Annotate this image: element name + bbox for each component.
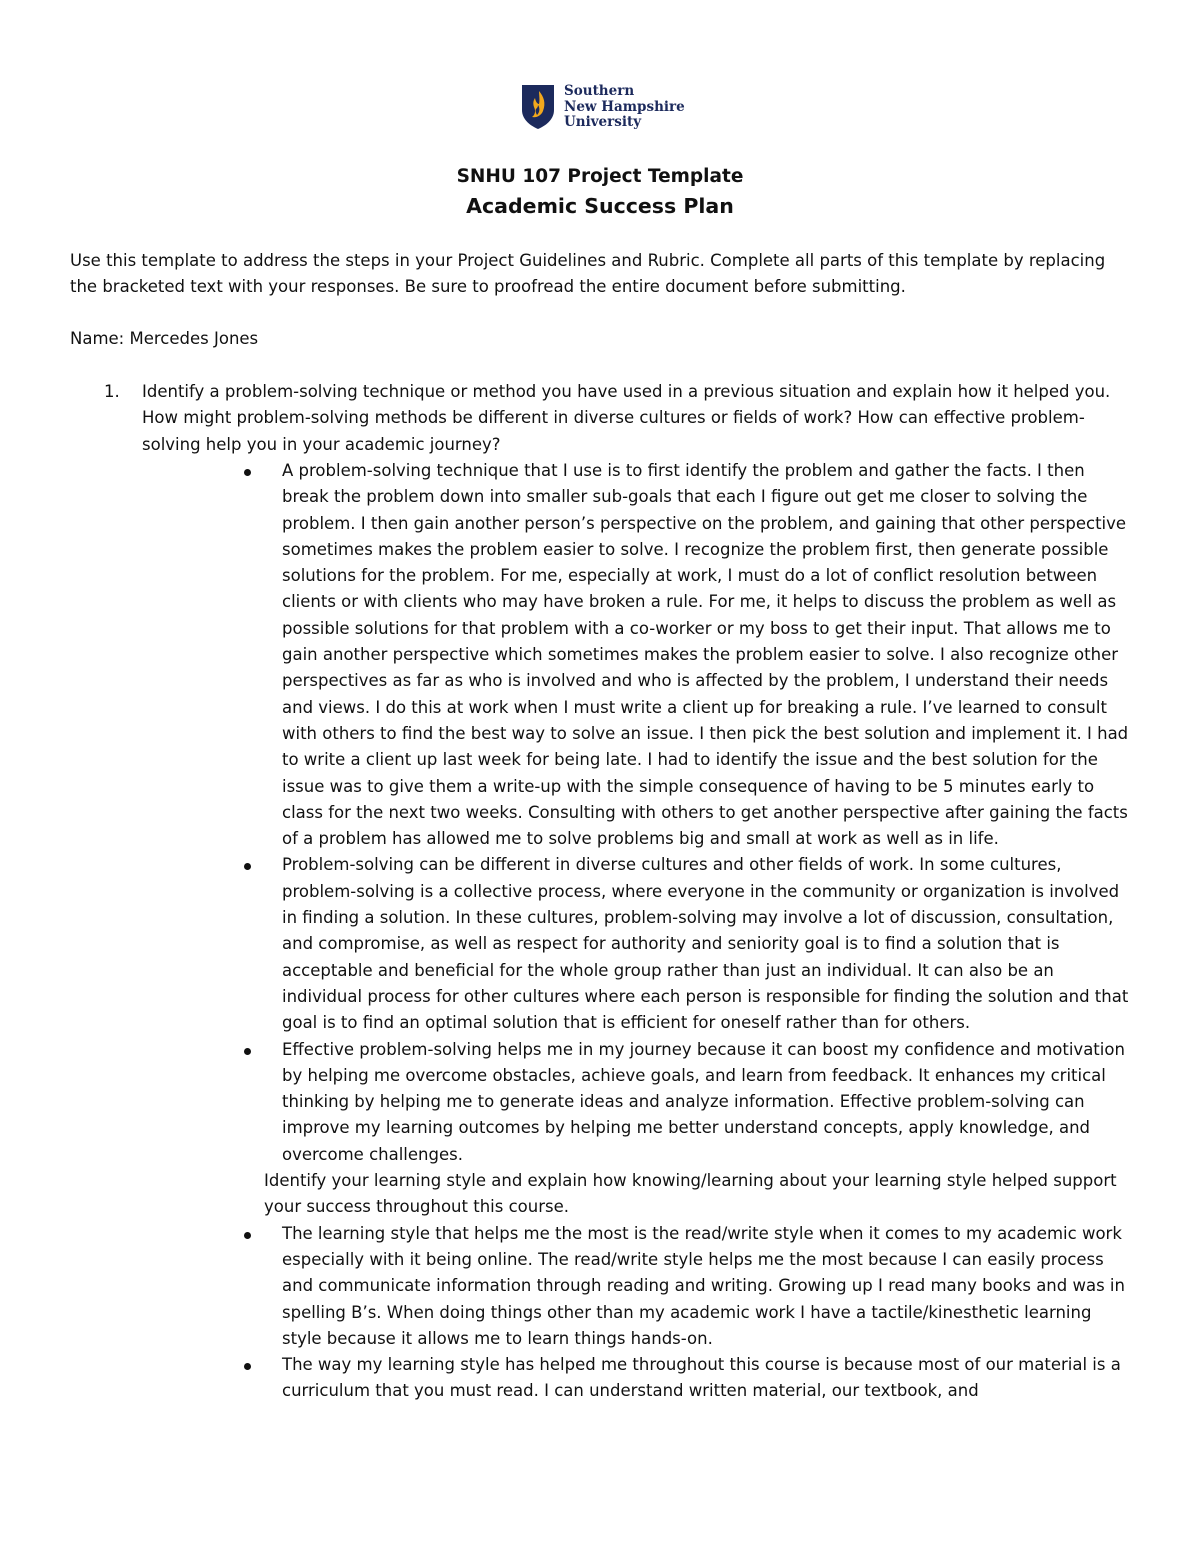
logo-wordmark <box>564 84 685 131</box>
question-1-number: 1. <box>104 382 120 401</box>
bullet-icon <box>244 1363 251 1370</box>
logo-line-3: University <box>564 114 642 130</box>
question-1 <box>106 379 1136 458</box>
list-item <box>282 1221 1132 1352</box>
answer-list <box>264 458 1132 1405</box>
instructions-paragraph: Use this template to address the steps in your Project Guidelines and Rubric. Complete all parts of this template by replacing the bracketed text with your responses. Be sure to proofread the entire document before submitting. <box>70 251 1106 297</box>
university-logo <box>521 84 685 131</box>
question-2-text: Identify your learning style and explain how knowing/learning about your learning style helped support your success throughout this course. <box>264 1171 1117 1217</box>
document-subtitle: Academic Success Plan <box>466 194 734 218</box>
list-item <box>282 1037 1132 1168</box>
document-title: SNHU 107 Project Template <box>456 166 744 187</box>
bullet-icon <box>244 1232 251 1239</box>
answer-3-text: Effective problem-solving helps me in my journey because it can boost my confidence and motivation by helping me overcome obstacles, achieve goals, and learn from feedback. It enhances my critical thinking by helping me to generate ideas and analyze information. Effective problem-solving can improve my learning outcomes by helping me better understand concepts, apply knowledge, and overcome challenges. <box>282 1039 1125 1164</box>
shield-flame-icon <box>521 84 555 130</box>
question-1-text: Identify a problem-solving technique or method you have used in a previous situation and explain how it helped you. How might problem-solving methods be different in diverse cultures or fields of work? How can effective problem-solving help you in your academic journey? <box>142 382 1111 454</box>
list-item <box>282 852 1132 1036</box>
student-name: Name: Mercedes Jones <box>70 329 259 348</box>
bullet-icon <box>244 1048 251 1055</box>
list-item <box>282 1352 1132 1405</box>
bullet-icon <box>244 863 251 870</box>
answer-2-text: Problem-solving can be different in diverse cultures and other fields of work. In some cultures, problem-solving is a collective process, where everyone in the community or organization is involved in finding a solution. In these cultures, problem-solving may involve a lot of discussion, consultation, and compromise, as well as respect for authority and seniority goal is to find a solution that is acceptable and beneficial for the whole group rather than just an individual. It can also be an individual process for other cultures where each person is responsible for finding the solution and that goal is to find an optimal solution that is efficient for oneself rather than for others. <box>282 855 1129 1033</box>
answer-4-text: The learning style that helps me the most is the read/write style when it comes to my academic work especially with it being online. The read/write style helps me the most because I can easily process and communicate information through reading and writing. Growing up I read many books and was in spelling B’s. When doing things other than my academic work I have a tactile/kinesthetic learning style because it allows me to learn things hands-on. <box>282 1223 1125 1348</box>
list-item <box>282 458 1132 852</box>
bullet-icon <box>244 469 251 476</box>
logo-line-2: New Hampshire <box>564 98 685 115</box>
logo-line-1: Southern <box>564 83 635 99</box>
answer-5-text: The way my learning style has helped me throughout this course is because most of our material is a curriculum that you must read. I can understand written material, our textbook, and <box>282 1355 1121 1401</box>
answer-1-text: A problem-solving technique that I use is to first identify the problem and gather the facts. I then break the problem down into smaller sub-goals that each I figure out get me closer to solving the problem. I then gain another person’s perspective on the problem, and gaining that other perspective sometimes makes the problem easier to solve. I recognize the problem first, then generate possible solutions for the problem. For me, especially at work, I must do a lot of conflict resolution between clients or with clients who may have broken a rule. For me, it helps to discuss the problem as well as possible solutions for that problem with a co-worker or my boss to get their input. That allows me to gain another perspective which sometimes makes the problem easier to solve. I also recognize other perspectives as far as who is involved and who is affected by the problem, I understand their needs and views. I do this at work when I must write a client up for breaking a rule. I’ve learned to consult with others to find the best way to solve an issue. I then pick the best solution and implement it. I had to write a client up last week for being late. I had to identify the issue and the best solution for the issue was to give them a write-up with the simple consequence of having to be 5 minutes early to class for the next two weeks. Consulting with others to get another perspective after gaining the facts of a problem has allowed me to solve problems big and small at work as well as in life. <box>282 461 1129 849</box>
